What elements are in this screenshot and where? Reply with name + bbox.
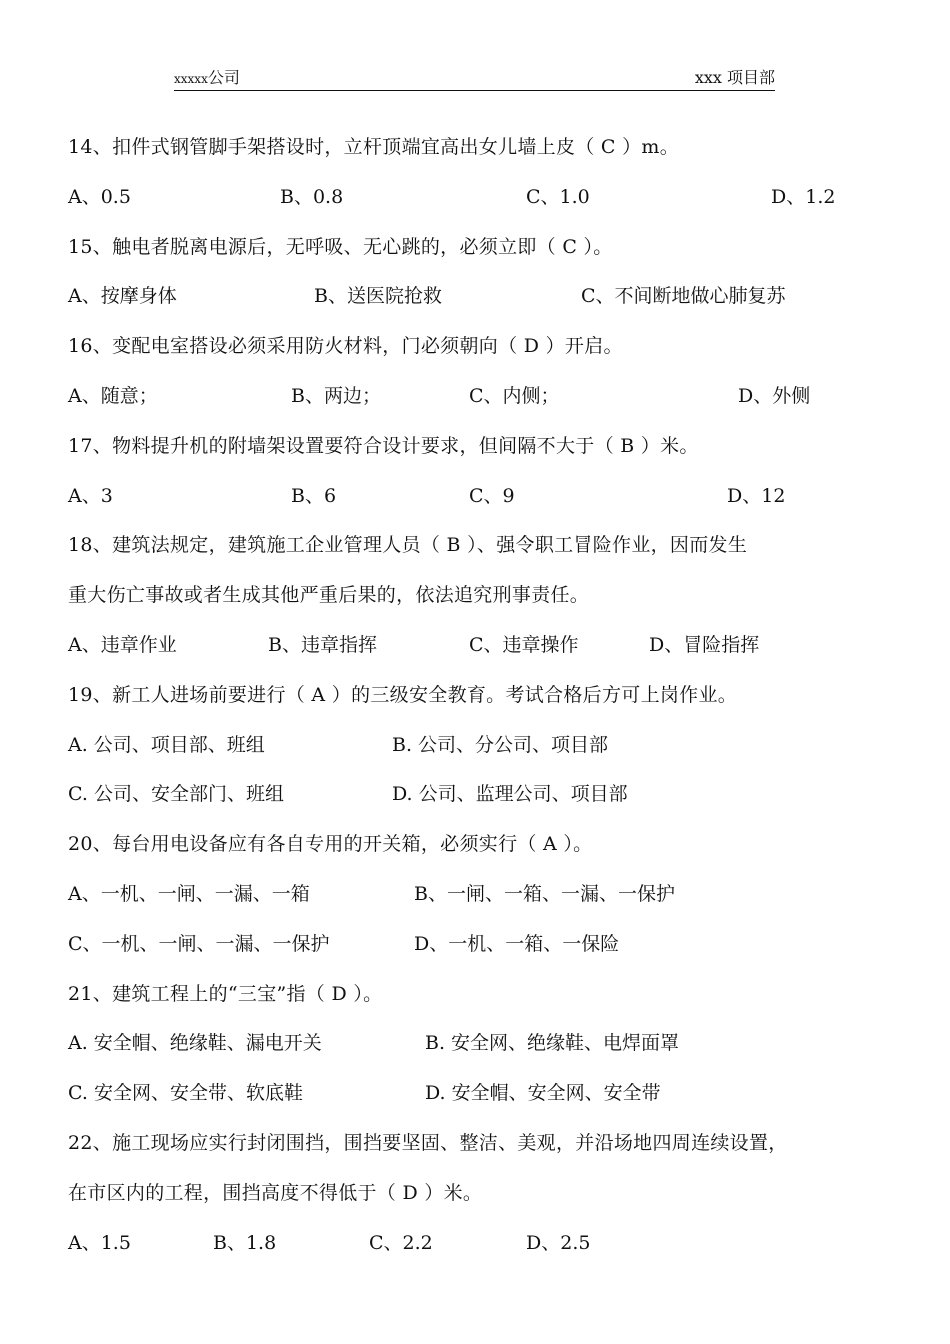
option-c: C、1.0 xyxy=(526,185,590,208)
option-a: A、违章作业 xyxy=(68,633,177,656)
option-d: D、外侧 xyxy=(738,384,811,407)
option-d: D. 公司、监理公司、项目部 xyxy=(392,783,628,806)
option-d: D、冒险指挥 xyxy=(649,633,760,656)
option-c: C、违章操作 xyxy=(469,633,579,656)
question-17-options xyxy=(68,477,890,527)
option-d: D、一机、一箱、一保险 xyxy=(414,932,620,955)
question-17-stem: 17、物料提升机的附墙架设置要符合设计要求，但间隔不大于（ B ）米。 xyxy=(68,434,699,457)
option-b: B、一闸、一箱、一漏、一保护 xyxy=(414,882,675,905)
question-18-options xyxy=(68,626,890,676)
option-c: C. 安全网、安全带、软底鞋 xyxy=(68,1082,303,1105)
option-b: B、1.8 xyxy=(213,1231,277,1254)
question-16-options xyxy=(68,377,890,427)
option-a: A. 安全帽、绝缘鞋、漏电开关 xyxy=(68,1032,322,1055)
option-b: B. 公司、分公司、项目部 xyxy=(392,733,609,756)
option-c: C、不间断地做心肺复苏 xyxy=(581,285,786,308)
question-19-options-row-2 xyxy=(68,775,890,825)
question-18-stem-line-2: 重大伤亡事故或者生成其他严重后果的，依法追究刑事责任。 xyxy=(68,584,590,607)
option-a: A、0.5 xyxy=(68,185,131,208)
company-suffix: 公司 xyxy=(207,68,240,87)
option-b: B、6 xyxy=(291,484,337,507)
question-19-stem: 19、新工人进场前要进行（ A ）的三级安全教育。考试合格后方可上岗作业。 xyxy=(68,683,738,706)
option-b: B、两边； xyxy=(291,384,381,407)
question-14-options xyxy=(68,178,890,228)
question-20-options-row-1 xyxy=(68,875,890,925)
option-b: B、违章指挥 xyxy=(268,633,377,656)
company-code: xxxxx xyxy=(174,72,208,86)
question-list xyxy=(68,128,890,1273)
question-15-options xyxy=(68,277,890,327)
option-a: A、按摩身体 xyxy=(68,285,177,308)
option-c: C、一机、一闸、一漏、一保护 xyxy=(68,932,330,955)
page-header xyxy=(174,64,775,91)
option-a: A. 公司、项目部、班组 xyxy=(68,733,265,756)
question-21-stem: 21、建筑工程上的“三宝”指（ D ）。 xyxy=(68,982,383,1005)
question-19-options-row-1 xyxy=(68,726,890,776)
question-22-stem-line-2: 在市区内的工程，围挡高度不得低于（ D ）米。 xyxy=(68,1181,483,1204)
question-16-stem: 16、变配电室搭设必须采用防火材料，门必须朝向（ D ）开启。 xyxy=(68,335,623,358)
option-b: B. 安全网、绝缘鞋、电焊面罩 xyxy=(425,1032,680,1055)
question-20-options-row-2 xyxy=(68,925,890,975)
option-b: B、送医院抢救 xyxy=(314,285,442,308)
option-c: C. 公司、安全部门、班组 xyxy=(68,783,284,806)
question-21-options-row-2 xyxy=(68,1074,890,1124)
option-a: A、随意； xyxy=(68,384,158,407)
question-20-stem: 20、每台用电设备应有各自专用的开关箱，必须实行（ A ）。 xyxy=(68,833,593,856)
option-c: C、9 xyxy=(469,484,515,507)
option-d: D、12 xyxy=(727,484,786,507)
header-project-dept: xxx 项目部 xyxy=(694,68,775,87)
option-c: C、内侧； xyxy=(469,384,560,407)
question-22-stem-line-1: 22、施工现场应实行封闭围挡，围挡要坚固、整洁、美观，并沿场地四周连续设置， xyxy=(68,1131,788,1154)
option-a: A、一机、一闸、一漏、一箱 xyxy=(68,882,310,905)
question-22-options xyxy=(68,1224,890,1274)
option-b: B、0.8 xyxy=(280,185,344,208)
option-d: D. 安全帽、安全网、安全带 xyxy=(425,1082,661,1105)
header-company xyxy=(174,65,240,88)
question-18-stem-line-1: 18、建筑法规定，建筑施工企业管理人员（ B ）、强令职工冒险作业，因而发生 xyxy=(68,534,748,557)
option-d: D、1.2 xyxy=(771,185,836,208)
option-d: D、2.5 xyxy=(526,1231,591,1254)
question-21-options-row-1 xyxy=(68,1024,890,1074)
question-15-stem: 15、触电者脱离电源后，无呼吸、无心跳的，必须立即（ C ）。 xyxy=(68,235,613,258)
option-c: C、2.2 xyxy=(369,1231,433,1254)
option-a: A、3 xyxy=(68,484,113,507)
question-14-stem: 14、扣件式钢管脚手架搭设时，立杆顶端宜高出女儿墙上皮（ C ）m。 xyxy=(68,136,680,158)
option-a: A、1.5 xyxy=(68,1231,131,1254)
